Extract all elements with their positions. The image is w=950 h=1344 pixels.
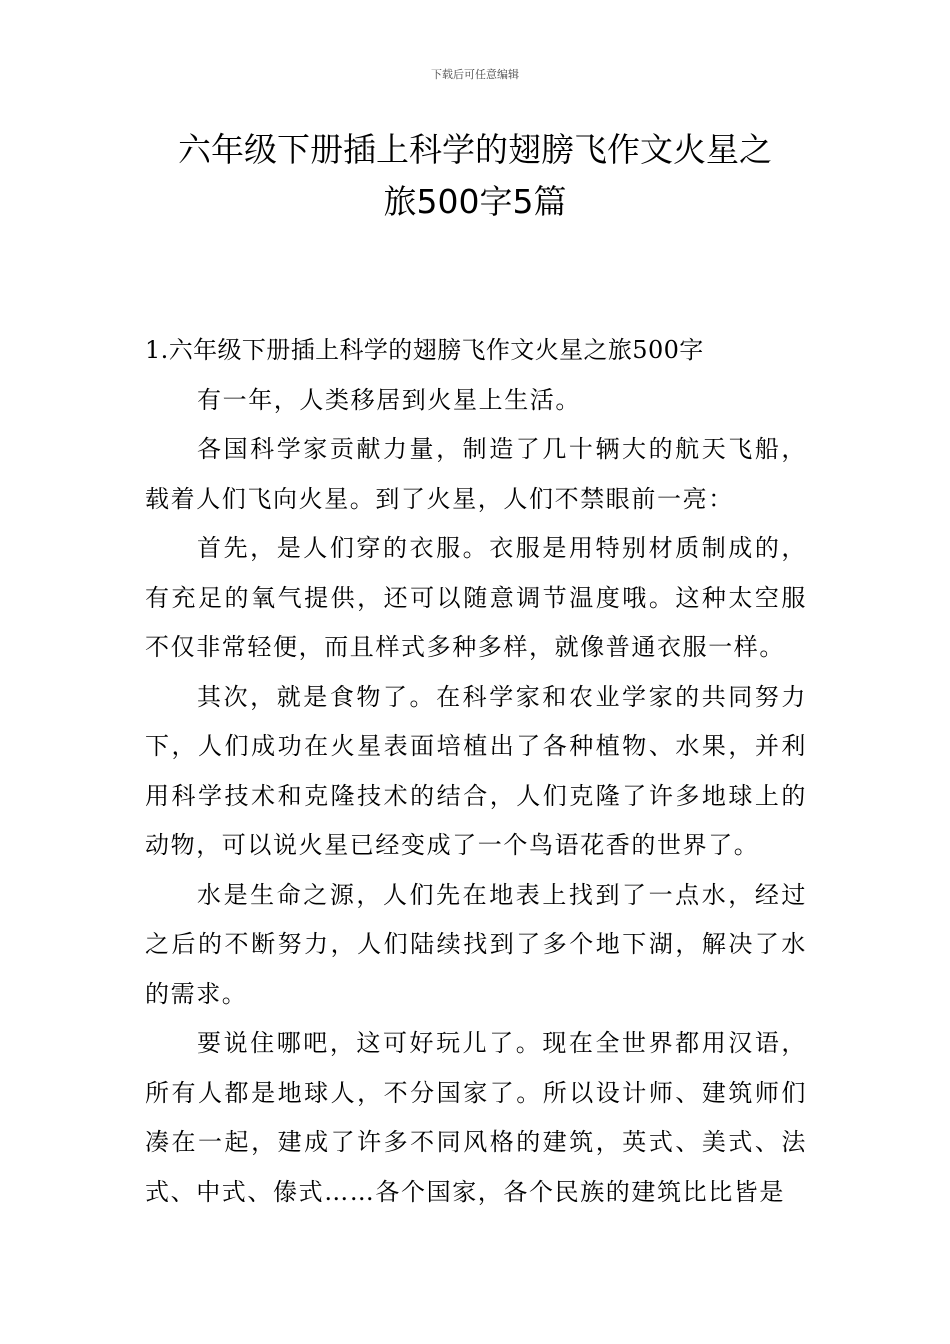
- document-title: [145, 124, 805, 228]
- document-body: [145, 326, 807, 1217]
- paragraph: 各国科学家贡献力量，制造了几十辆大的航天飞船，载着人们飞向火星。到了火星，人们不禁眼前一亮：: [145, 435, 807, 513]
- section-heading: 1.六年级下册插上科学的翅膀飞作文火星之旅500字: [145, 336, 704, 364]
- paragraph: 要说住哪吧，这可好玩儿了。现在全世界都用汉语，所有人都是地球人，不分国家了。所以设计师、建筑师们凑在一起，建成了许多不同风格的建筑，英式、美式、法式、中式、傣式……各个国家，各个民族的建筑比比皆是: [145, 1029, 807, 1206]
- paragraph: 有一年，人类移居到火星上生活。: [197, 385, 581, 414]
- title-line-1: 六年级下册插上科学的翅膀飞作文火星之: [178, 130, 772, 169]
- paragraph: 水是生命之源，人们先在地表上找到了一点水，经过之后的不断努力，人们陆续找到了多个地下湖，解决了水的需求。: [145, 880, 807, 1008]
- paragraph: 其次，就是食物了。在科学家和农业学家的共同努力下，人们成功在火星表面培植出了各种植物、水果，并利用科学技术和克隆技术的结合，人们克隆了许多地球上的动物，可以说火星已经变成了一个鸟语花香的世界了。: [145, 682, 807, 859]
- title-line-2: 旅500字5篇: [383, 182, 567, 221]
- header-note: 下载后可任意编辑: [431, 68, 519, 81]
- paragraph: 首先，是人们穿的衣服。衣服是用特别材质制成的，有充足的氧气提供，还可以随意调节温度哦。这种太空服不仅非常轻便，而且样式多种多样，就像普通衣服一样。: [145, 534, 807, 661]
